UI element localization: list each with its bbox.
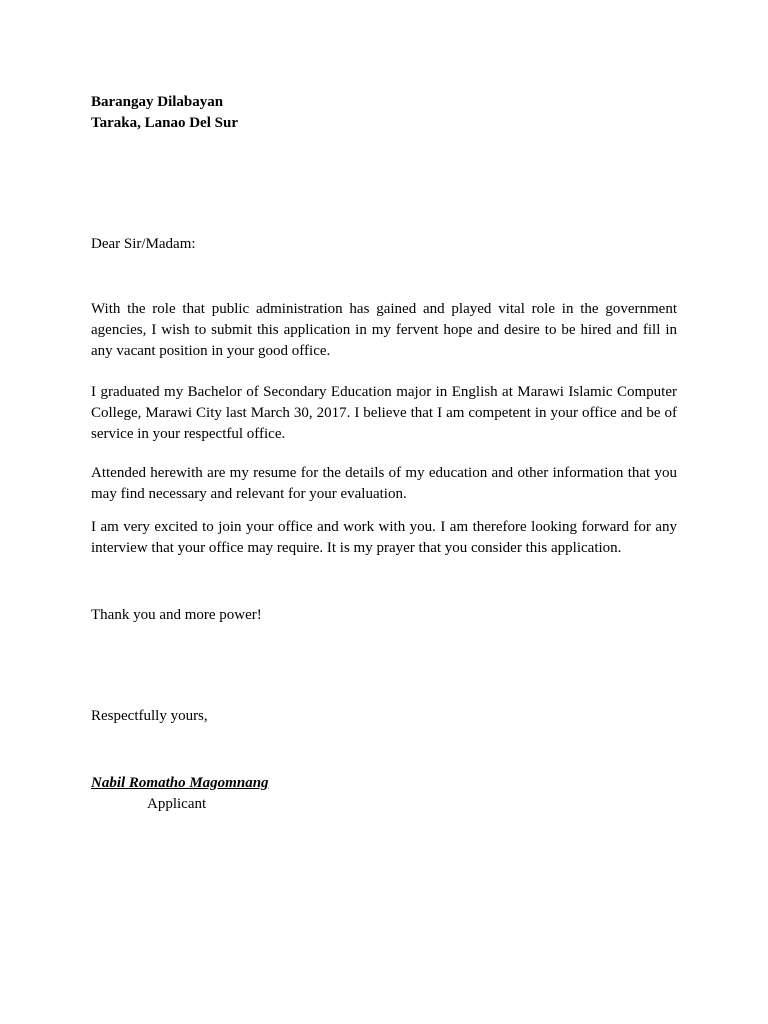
- salutation: Dear Sir/Madam:: [91, 236, 196, 252]
- body-paragraph-3: Attended herewith are my resume for the details of my education and other information that you may find necessary and relevant for your evaluation.: [91, 465, 677, 502]
- sender-address: [91, 92, 677, 134]
- address-line-2: Taraka, Lanao Del Sur: [91, 115, 238, 131]
- thanks-line: Thank you and more power!: [91, 607, 262, 623]
- closing-line: Respectfully yours,: [91, 708, 208, 724]
- body-paragraph-1: With the role that public administration has gained and played vital role in the government agencies, I wish to submit this application in my fervent hope and desire to be hired and fill in any vacant position in your good office.: [91, 301, 677, 359]
- body-paragraph-2: I graduated my Bachelor of Secondary Education major in English at Marawi Islamic Computer College, Marawi City last March 30, 2017. I believe that I am competent in your office and be of service in your respectful office.: [91, 384, 677, 442]
- signatory-role: Applicant: [147, 796, 207, 812]
- address-line-1: Barangay Dilabayan: [91, 94, 224, 110]
- signatory-name: Nabil Romatho Magomnang: [91, 775, 269, 791]
- body-paragraph-4: I am very excited to join your office and work with you. I am therefore looking forward for any interview that your office may require. It is my prayer that you consider this application.: [91, 519, 677, 556]
